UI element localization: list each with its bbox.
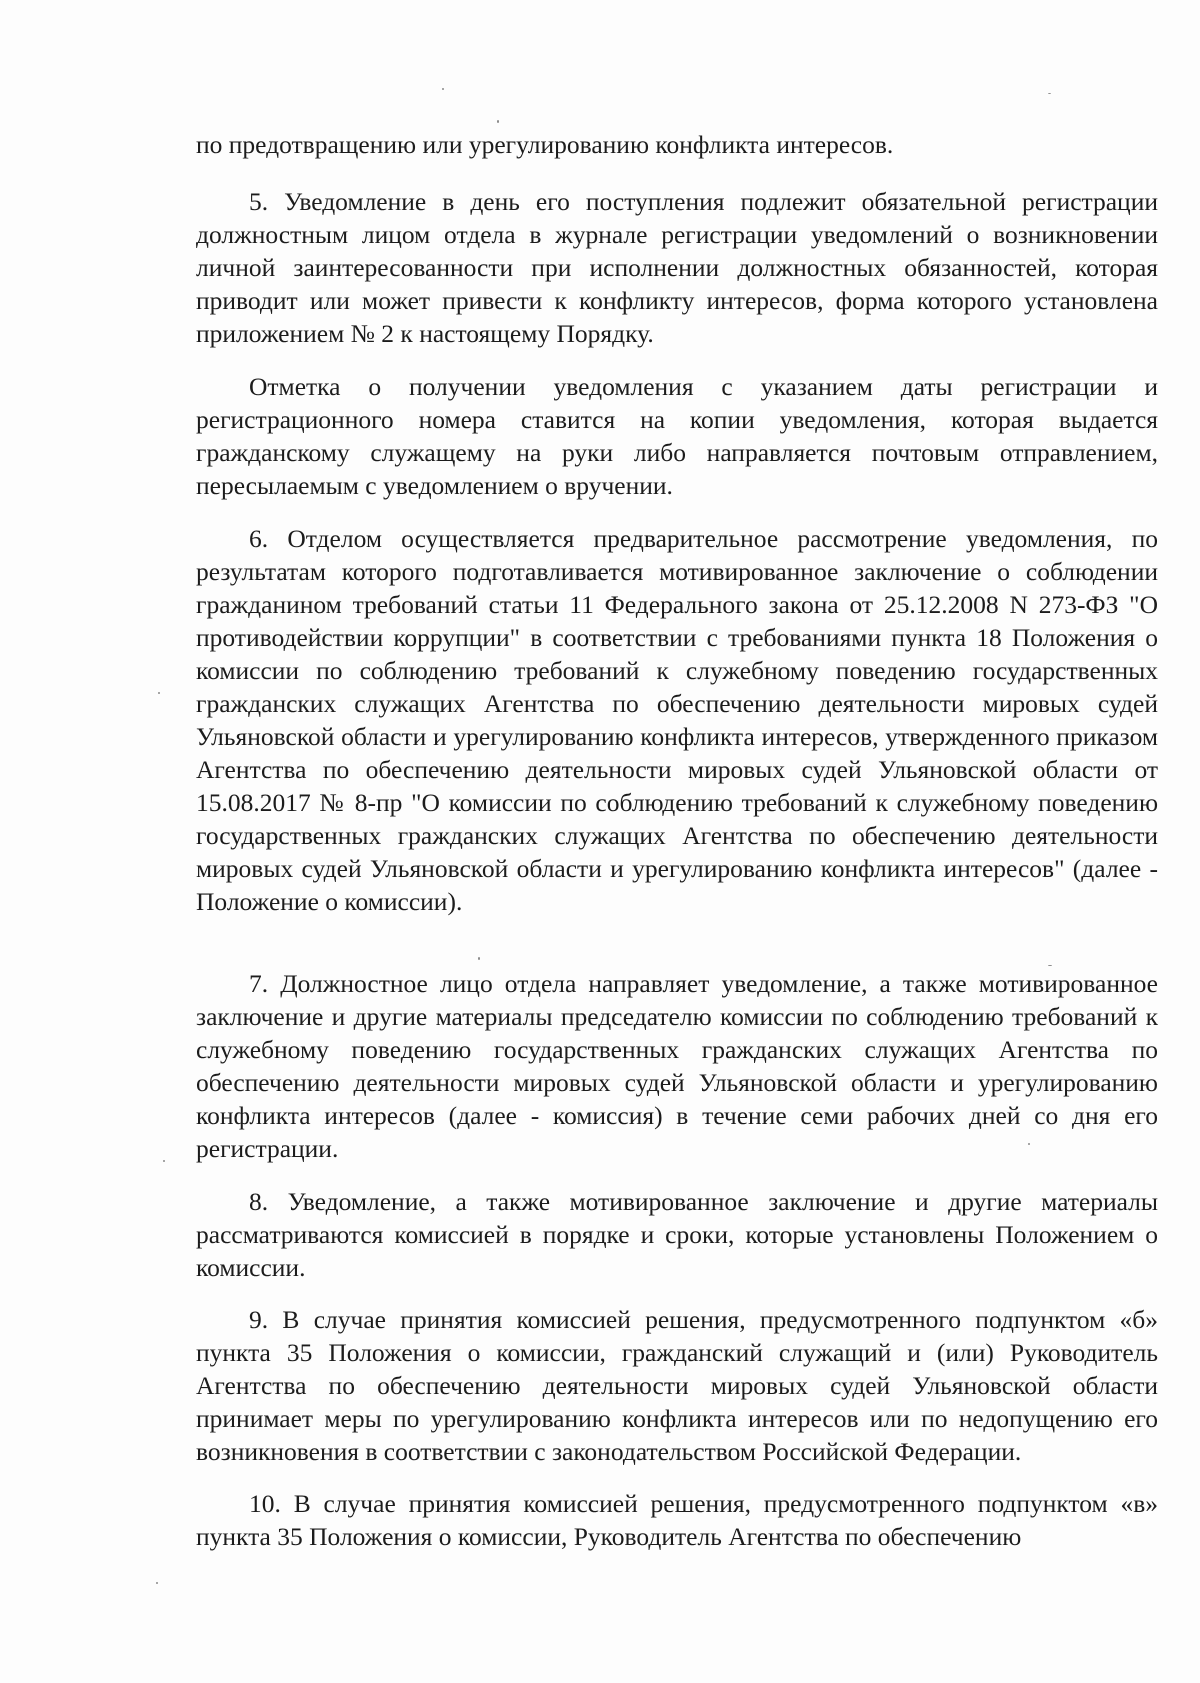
paragraph-item-9: 9. В случае принятия комиссией решения, предусмотренного подпунктом «б» пункта 35 Положения о комиссии, гражданский служащий и (или) Руководитель Агентства по обеспечению деятельности мировых судей Ульяновской области принимает меры по урегулированию конфликта интересов или по недопущению его возникновения в соответствии с законодательством Российской Федерации. [196, 1305, 1158, 1466]
scan-speck [1048, 965, 1052, 966]
scan-speck [158, 692, 160, 694]
scan-speck [442, 88, 444, 90]
paragraph-registration-mark: Отметка о получении уведомления с указанием даты регистрации и регистрационного номера ставится на копии уведомления, которая выдается гражданскому служащему на руки либо направляется почтовым отправлением, пересылаемым с уведомлением о вручении. [196, 372, 1158, 500]
paragraph-item-10: 10. В случае принятия комиссией решения, предусмотренного подпунктом «в» пункта 35 Положения о комиссии, Руководитель Агентства по обеспечению [196, 1489, 1158, 1551]
scan-speck [156, 1582, 158, 1584]
paragraph-item-7: 7. Должностное лицо отдела направляет уведомление, а также мотивированное заключение и другие материалы председателю комиссии по соблюдению требований к служебному поведению государственных гражданских служащих Агентства по обеспечению деятельности мировых судей Ульяновской области и урегулированию конфликта интересов (далее - комиссия) в течение семи рабочих дней со дня его регистрации. [196, 969, 1158, 1163]
paragraph-item-8: 8. Уведомление, а также мотивированное заключение и другие материалы рассматриваются комиссией в порядке и сроки, которые установлены Положением о комиссии. [196, 1187, 1158, 1282]
paragraph-item-5: 5. Уведомление в день его поступления подлежит обязательной регистрации должностным лицом отдела в журнале регистрации уведомлений о возникновении личной заинтересованности при исполнении должностных обязанностей, которая приводит или может привести к конфликту интересов, форма которого установлена приложением № 2 к настоящему Порядку. [196, 187, 1158, 348]
scan-speck [163, 1160, 165, 1162]
scan-speck [1028, 1143, 1030, 1145]
paragraph-continuation: по предотвращению или урегулированию конфликта интересов. [196, 130, 894, 159]
scan-speck [1048, 93, 1051, 94]
scan-speck [497, 120, 499, 123]
scan-speck [478, 957, 480, 960]
paragraph-item-6: 6. Отделом осуществляется предварительное рассмотрение уведомления, по результатам которого подготавливается мотивированное заключение о соблюдении гражданином требований статьи 11 Федерального закона от 25.12.2008 N 273-ФЗ "О противодействии коррупции" в соответствии с требованиями пункта 18 Положения о комиссии по соблюдению требований к служебному поведению государственных гражданских служащих Агентства по обеспечению деятельности мировых судей Ульяновской области и урегулированию конфликта интересов, утвержденного приказом Агентства по обеспечению деятельности мировых судей Ульяновской области от 15.08.2017 № 8-пр "О комиссии по соблюдению требований к служебному поведению государственных гражданских служащих Агентства по обеспечению деятельности мировых судей Ульяновской области и урегулированию конфликта интересов" (далее - Положение о комиссии). [196, 524, 1158, 916]
